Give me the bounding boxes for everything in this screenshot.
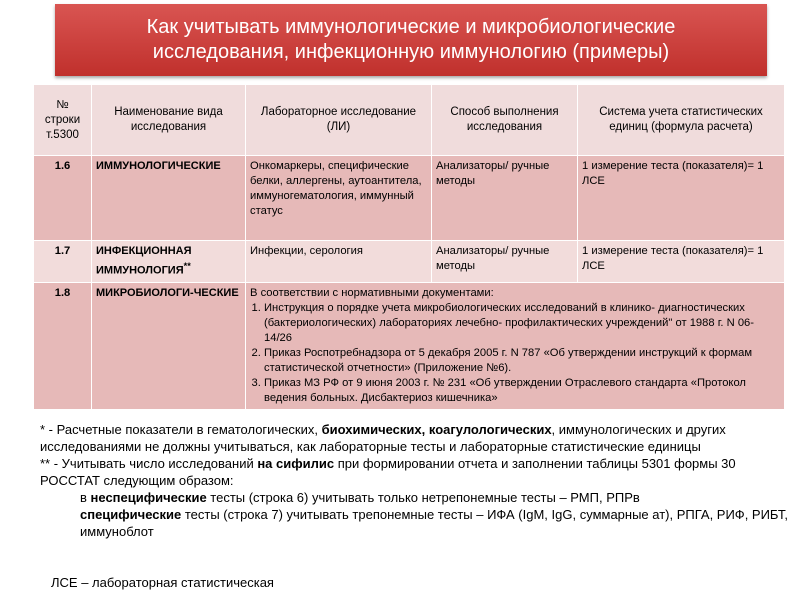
note-text: тесты (строка 6) учитывать только нетрепонемные тесты – РМП, РПРв	[206, 490, 640, 505]
footer-abbreviation: ЛСЕ – лабораторная статистическая	[51, 575, 274, 590]
note-bold: неспецифические	[90, 490, 207, 505]
row-units: 1 измерение теста (показателя)= 1 ЛСЕ	[578, 156, 785, 241]
row-study-name	[92, 241, 246, 283]
row-study-name-text: ИНФЕКЦИОННАЯ ИММУНОЛОГИЯ	[96, 245, 192, 277]
footnotes	[40, 421, 790, 540]
note-text: тесты (строка 7) учитывать трепонемные тесты – ИФА (IgM, IgG, суммарные ат), РПГА, РИФ, РИБТ, иммуноблот	[80, 507, 788, 539]
accounting-table	[33, 84, 785, 410]
header-method: Способ выполнения исследования	[432, 85, 578, 156]
row-method: Анализаторы/ ручные методы	[432, 156, 578, 241]
footnote-2	[40, 455, 790, 489]
header-lab-study: Лабораторное исследование (ЛИ)	[246, 85, 432, 156]
row-units: 1 измерение теста (показателя)= 1 ЛСЕ	[578, 241, 785, 283]
table-header-row	[34, 85, 785, 156]
footnote-2-bold: на сифилис	[257, 456, 335, 471]
syphilis-nonspecific-note	[40, 489, 790, 506]
docs-list	[250, 301, 780, 406]
doc-item: 1. Инструкция о порядке учета микробиологических исследований в клинико- диагностических (бактериологических) лабораториях лечебно- профилактических учреждений" от 1988 г. N 06- 14/26	[264, 301, 780, 346]
title-banner	[55, 4, 767, 76]
title-line-2: исследования, инфекционную иммунологию (примеры)	[152, 41, 670, 63]
footnote-2-text-end: при формировании отчета и заполнении таблицы 5301 формы 30 РОССТАТ следующим образом:	[40, 456, 736, 488]
row-study-name: ИММУНОЛОГИЧЕСКИЕ	[92, 156, 246, 241]
syphilis-specific-note	[40, 506, 790, 540]
footnote-1-bold: биохимических, коагулологических	[321, 422, 552, 437]
table-row	[34, 241, 785, 283]
note-prefix: в	[80, 490, 91, 505]
docs-intro: В соответствии с нормативными документами:	[250, 286, 494, 299]
row-method: Анализаторы/ ручные методы	[432, 241, 578, 283]
title-line-1: Как учитывать иммунологические и микробиологические	[146, 16, 676, 38]
row-code: 1.6	[34, 156, 92, 241]
doc-item: 3. Приказ МЗ РФ от 9 июня 2003 г. № 231 «Об утверждении Отраслевого стандарта «Протокол ведения больных. Дисбактериоз кишечника»	[264, 376, 780, 406]
row-study-name: МИКРОБИОЛОГИ-ЧЕСКИЕ	[92, 282, 246, 409]
footnote-mark: **	[183, 261, 191, 271]
footnote-1	[40, 421, 790, 455]
header-row-number: № строки т.5300	[34, 85, 92, 156]
table-row	[34, 282, 785, 409]
row-code: 1.7	[34, 241, 92, 283]
row-lab-study: Онкомаркеры, специфические белки, аллергены, аутоантитела, иммуногематология, иммунный статус	[246, 156, 432, 241]
table-row	[34, 156, 785, 241]
row-code: 1.8	[34, 282, 92, 409]
row-lab-study: Инфекции, серология	[246, 241, 432, 283]
footnote-1-text: * - Расчетные показатели в гематологических,	[40, 422, 322, 437]
doc-item: 2. Приказ Роспотребнадзора от 5 декабря 2005 г. N 787 «Об утверждении инструкций к формам статистической отчетности» (Приложение №6).	[264, 346, 780, 376]
note-bold: специфические	[80, 507, 182, 522]
footnote-1-text-end: , иммунологических и других исследованиями не должны учитываться, как лабораторные тесты и лабораторные статистические единицы	[40, 422, 726, 454]
header-unit-system: Система учета статистических единиц (формула расчета)	[578, 85, 785, 156]
row-normative-docs	[246, 282, 785, 409]
footnote-2-text: ** - Учитывать число исследований	[40, 456, 258, 471]
header-study-type: Наименование вида исследования	[92, 85, 246, 156]
